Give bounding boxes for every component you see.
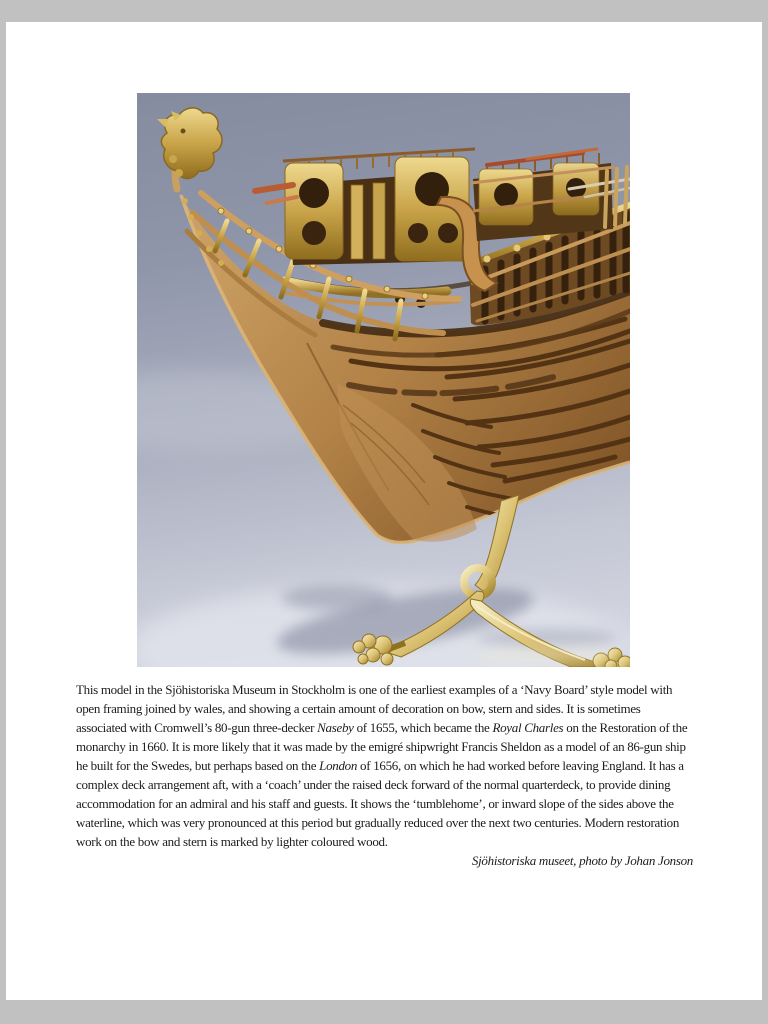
- caption-paragraph: [76, 680, 693, 851]
- caption-block: [76, 680, 693, 870]
- caption-run: on the Restoration of the monarchy in 1660. It is more likely that it was made by the emigré shipwright Francis Sheldon as a model of an 86-gun ship he built for the Swedes, but perhaps based on the: [76, 720, 688, 773]
- book-page: [6, 22, 762, 1000]
- caption-run: of 1655, which became the: [353, 720, 493, 735]
- caption-run: of 1656, on which he had worked before leaving England. It has a complex deck arrangement aft, with a ‘coach’ under the raised deck forward of the normal quarterdeck, to provide dining accommodation for an admiral and his staff and guests. It shows the ‘tumblehome’, or inward slope of the sides above the waterline, which was very pronounced at this period but gradually reduced over the next two centuries. Modern restoration work on the bow and stern is marked by lighter coloured wood.: [76, 758, 684, 849]
- ship-model-photo: [137, 93, 630, 667]
- caption-italic-run: London: [319, 758, 358, 773]
- photo-frame: [137, 93, 630, 667]
- caption-run: This model in the Sjöhistoriska Museum in Stockholm is one of the earliest examples of a ‘Navy Board’ style model with open framing joined by wales, and showing a certain amount of decoration on bow, stern and sides. It is sometimes associated with Cromwell’s 80-gun three-decker: [76, 682, 673, 735]
- caption-italic-run: Royal Charles: [492, 720, 564, 735]
- photo-credit: Sjöhistoriska museet, photo by Johan Jonson: [471, 853, 693, 868]
- caption-italic-run: Naseby: [317, 720, 354, 735]
